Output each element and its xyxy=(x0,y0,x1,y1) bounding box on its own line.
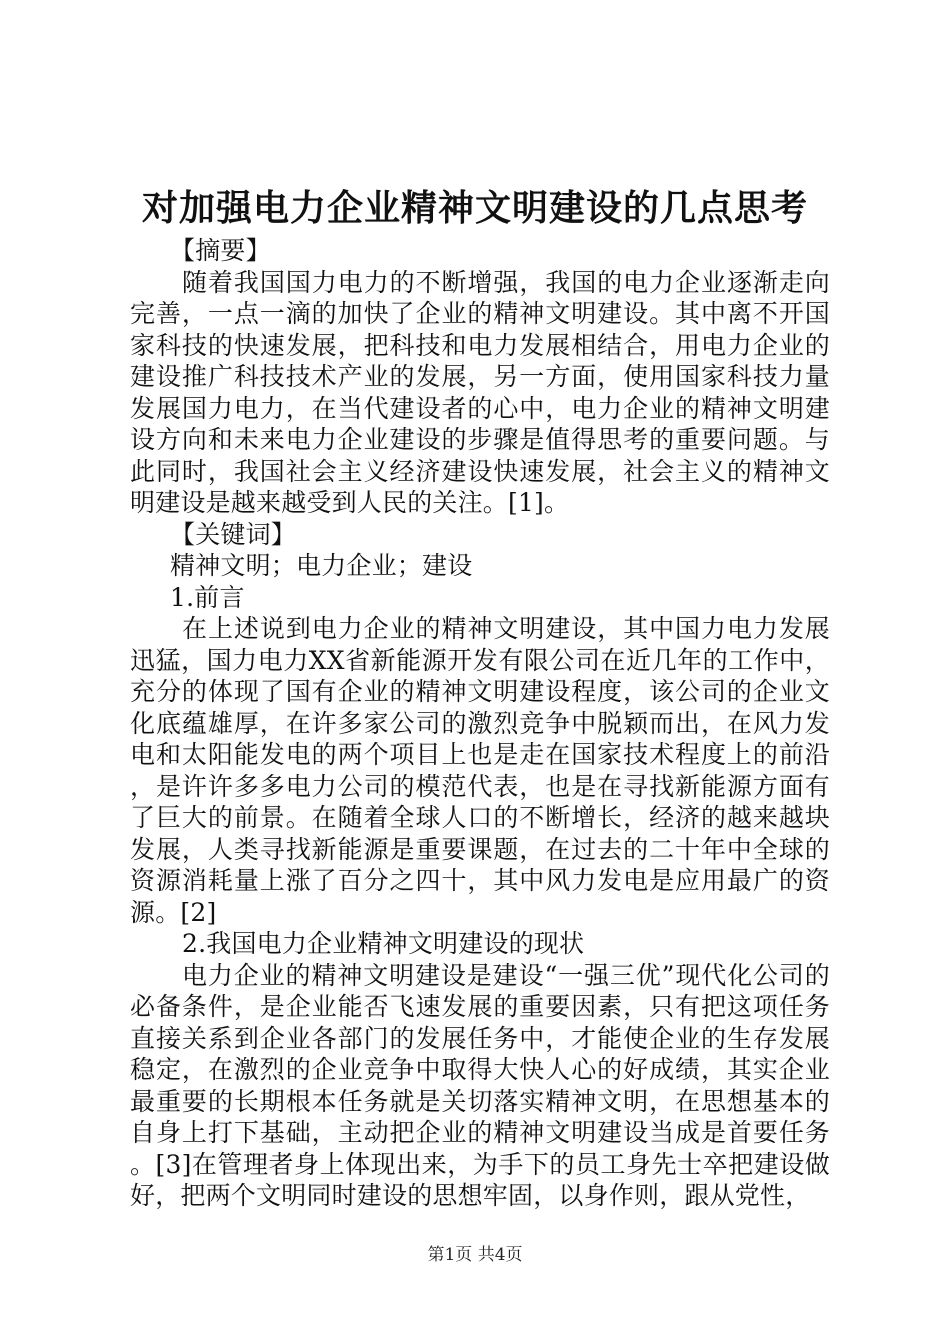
section-1-heading: 1.前言 xyxy=(170,582,245,612)
section-2-heading: 2.我国电力企业精神文明建设的现状 xyxy=(182,929,585,958)
abstract-paragraph: 随着我国国力电力的不断增强，我国的电力企业逐渐走向完善，一点一滴的加快了企业的精神文明建设。其中离不开国家科技的快速发展，把科技和电力发展相结合，用电力企业的建设推广科技技术产业的发展，另一方面，使用国家科技力量发展国力电力，在当代建设者的心中，电力企业的精神文明建设方向和未来电力企业建设的步骤是值得思考的重要问题。与此同时，我国社会主义经济建设快速发展，社会主义的精神文明建设是越来越受到人民的关注。[1]。 xyxy=(130,267,830,517)
keywords-heading: 【关键词】 xyxy=(170,519,297,549)
page-number-footer: 第1页 共4页 xyxy=(427,1245,523,1265)
keywords-paragraph: 精神文明；电力企业；建设 xyxy=(170,551,473,580)
section-1-paragraph: 在上述说到电力企业的精神文明建设，其中国力电力发展迅猛，国力电力XX省新能源开发有限公司在近几年的工作中，充分的体现了国有企业的精神文明建设程度，该公司的企业文化底蕴雄厚，在许多家公司的激烈竞争中脱颖而出，在风力发电和太阳能发电的两个项目上也是走在国家技术程度上的前沿，是许许多多电力公司的模范代表，也是在寻找新能源方面有了巨大的前景。在随着全球人口的不断增长，经济的越来越块发展，人类寻找新能源是重要课题，在过去的二十年中全球的资源消耗量上涨了百分之四十，其中风力发电是应用最广的资源。[2] xyxy=(130,614,830,927)
section-2-paragraph: 电力企业的精神文明建设是建设“一强三优”现代化公司的必备条件，是企业能否飞速发展的重要因素，只有把这项任务直接关系到企业各部门的发展任务中，才能使企业的生存发展稳定，在激烈的企业竞争中取得大快人心的好成绩，其实企业最重要的长期根本任务就是关切落实精神文明，在思想基本的自身上打下基础，主动把企业的精神文明建设当成是首要任务。[3]在管理者身上体现出来，为手下的员工身先士卒把建设做好，把两个文明同时建设的思想牢固，以身作则，跟从党性， xyxy=(130,960,830,1210)
document-body xyxy=(130,235,830,1212)
abstract-heading: 【摘要】 xyxy=(170,236,271,265)
document-title: 对加强电力企业精神文明建设的几点思考 xyxy=(141,187,808,229)
